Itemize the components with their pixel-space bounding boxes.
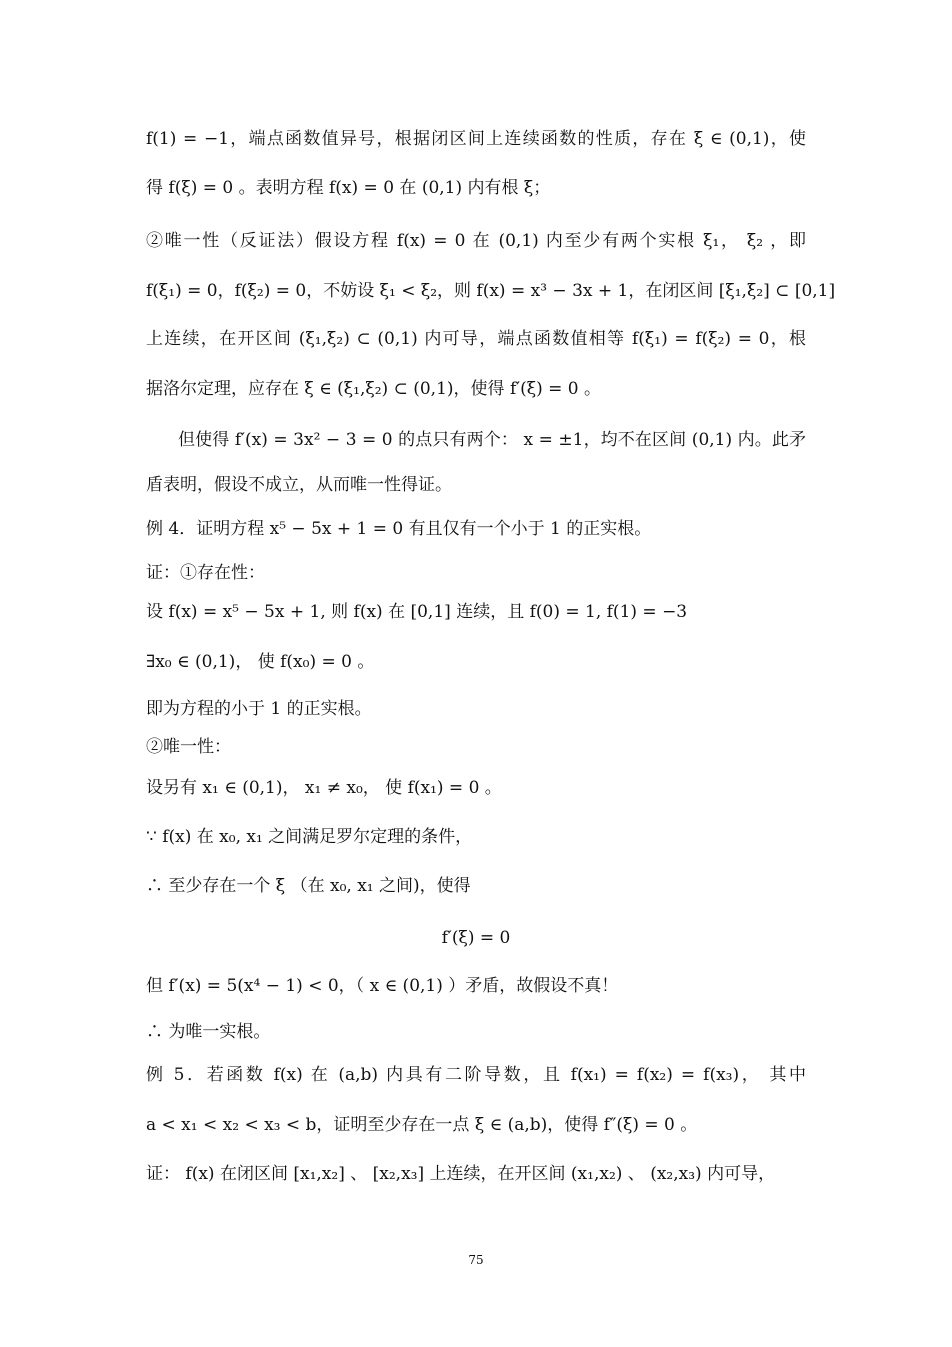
page-number: 75 xyxy=(468,1253,484,1267)
text-line: ②唯一性（反证法）假设方程 f(x) = 0 在 (0,1) 内至少有两个实根 ξ₁， ξ₂ ，即 xyxy=(146,231,806,251)
text-line: ②唯一性： xyxy=(146,737,231,757)
text-line: 上连续，在开区间 (ξ₁,ξ₂) ⊂ (0,1) 内可导，端点函数值相等 f(ξ₁) = f(ξ₂) = 0，根 xyxy=(146,329,806,349)
text-line: ∵ f(x) 在 x₀, x₁ 之间满足罗尔定理的条件， xyxy=(146,827,473,847)
text-line: 据洛尔定理，应存在 ξ ∈ (ξ₁,ξ₂) ⊂ (0,1)，使得 f′(ξ) = 0 。 xyxy=(146,379,601,399)
text-line: f(ξ₁) = 0，f(ξ₂) = 0，不妨设 ξ₁ < ξ₂，则 f(x) = x³ − 3x + 1，在闭区间 [ξ₁,ξ₂] ⊂ [0,1] xyxy=(146,281,836,301)
text-line: 得 f(ξ) = 0 。表明方程 f(x) = 0 在 (0,1) 内有根 ξ； xyxy=(146,178,551,198)
text-line: ∴ 至少存在一个 ξ （在 x₀, x₁ 之间)，使得 xyxy=(146,876,471,896)
display-equation: f′(ξ) = 0 xyxy=(441,928,511,948)
text-line: 盾表明，假设不成立，从而唯一性得证。 xyxy=(146,475,452,495)
text-line: 设 f(x) = x⁵ − 5x + 1, 则 f(x) 在 [0,1] 连续，且 f(0) = 1, f(1) = −3 xyxy=(146,602,688,622)
text-line: 但 f′(x) = 5(x⁴ − 1) < 0，（ x ∈ (0,1) ）矛盾，故假设不真！ xyxy=(146,976,619,996)
text-line: 证：①存在性： xyxy=(146,563,265,583)
text-line: 即为方程的小于 1 的正实根。 xyxy=(146,699,372,719)
text-line: 但使得 f′(x) = 3x² − 3 = 0 的点只有两个： x = ±1，均不在区间 (0,1) 内。此矛 xyxy=(178,430,806,450)
text-line: f(1) = −1，端点函数值异号，根据闭区间上连续函数的性质，存在 ξ ∈ (0,1)，使 xyxy=(146,129,806,149)
text-line: ∃x₀ ∈ (0,1)， 使 f(x₀) = 0 。 xyxy=(146,652,375,672)
example-4-heading: 例 4．证明方程 x⁵ − 5x + 1 = 0 有且仅有一个小于 1 的正实根。 xyxy=(146,519,652,539)
text-line: 证： f(x) 在闭区间 [x₁,x₂] 、 [x₂,x₃] 上连续，在开区间 (x₁,x₂) 、 (x₂,x₃) 内可导， xyxy=(146,1164,776,1184)
text-line: a < x₁ < x₂ < x₃ < b，证明至少存在一点 ξ ∈ (a,b)，使得 f″(ξ) = 0 。 xyxy=(146,1115,698,1135)
text-line: 设另有 x₁ ∈ (0,1)， x₁ ≠ x₀， 使 f(x₁) = 0 。 xyxy=(146,778,502,798)
text-line: ∴ 为唯一实根。 xyxy=(146,1022,271,1042)
example-5-heading: 例 5．若函数 f(x) 在 (a,b) 内具有二阶导数，且 f(x₁) = f(x₂) = f(x₃)， 其中 xyxy=(146,1065,806,1085)
